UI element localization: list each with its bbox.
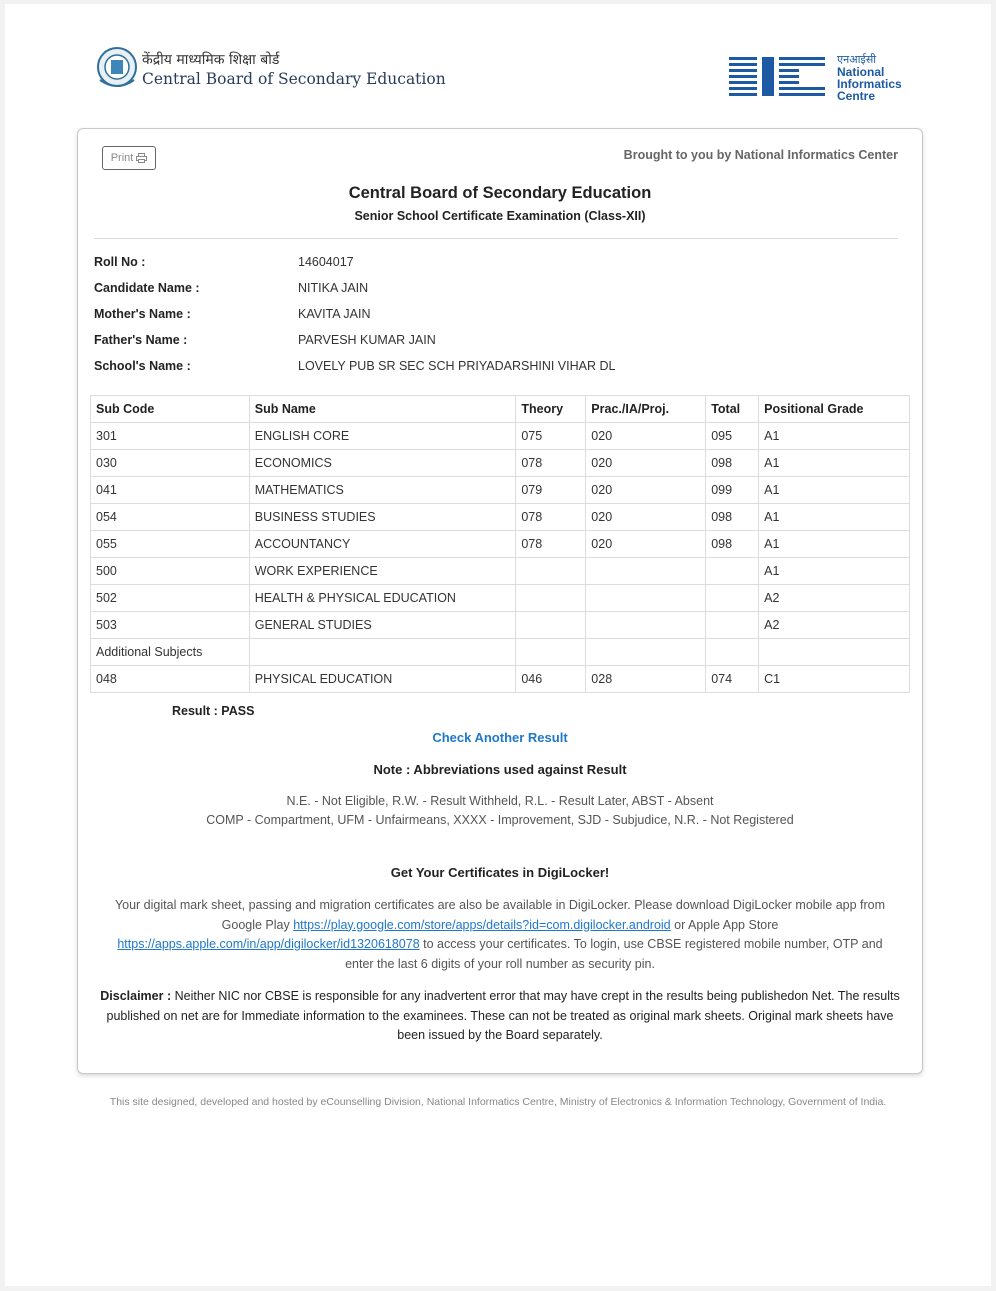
app-store-link[interactable]: https://apps.apple.com/in/app/digilocker/id1320618078	[117, 937, 420, 951]
cell-total	[706, 612, 759, 639]
cell-sub-name: BUSINESS STUDIES	[249, 504, 516, 531]
nic-line-1: National	[837, 65, 885, 79]
digilocker-text-2: or Apple App Store	[670, 917, 779, 932]
mother-label: Mother's Name :	[94, 307, 191, 321]
check-another-result-link[interactable]: Check Another Result	[432, 730, 568, 745]
cbse-hindi-name: केंद्रीय माध्यमिक शिक्षा बोर्ड	[142, 52, 280, 68]
marks-row	[91, 585, 910, 612]
disclaimer-text: Neither NIC nor CBSE is responsible for any inadvertent error that may have crept in the results being publishedon Net. The results published on net are for Immediate information to the examinees. These can not be treated as original mark sheets. Original mark sheets have been issued by the Board separately.	[106, 989, 900, 1042]
cell-sub-code: 301	[91, 423, 250, 450]
cbse-english-name: Central Board of Secondary Education	[142, 70, 446, 88]
cell-practical	[586, 585, 706, 612]
father-value: PARVESH KUMAR JAIN	[298, 333, 436, 347]
cell-practical: 028	[586, 666, 706, 693]
cell-theory: 078	[516, 531, 586, 558]
print-label: Print	[110, 152, 134, 164]
cell-total	[706, 558, 759, 585]
header-sub-name: Sub Name	[249, 396, 516, 423]
cell-sub-name: WORK EXPERIENCE	[249, 558, 516, 585]
cell-sub-name: ACCOUNTANCY	[249, 531, 516, 558]
exam-subtitle: Senior School Certificate Examination (Class-XII)	[354, 209, 646, 223]
student-info	[94, 255, 615, 385]
cell-grade: A1	[759, 477, 910, 504]
candidate-value: NITIKA JAIN	[298, 281, 369, 295]
note-line-2: COMP - Compartment, UFM - Unfairmeans, XXXX - Improvement, SJD - Subjudice, N.R. - Not Registered	[206, 813, 794, 827]
cell-sub-code: 503	[91, 612, 250, 639]
cell-grade: A2	[759, 585, 910, 612]
info-row-mother	[94, 307, 615, 333]
marks-row	[91, 504, 910, 531]
info-row-roll	[94, 255, 615, 281]
marks-row	[91, 477, 910, 504]
cell-practical	[586, 639, 706, 666]
brought-by-text: Brought to you by National Informatics Center	[623, 148, 898, 162]
cell-practical: 020	[586, 423, 706, 450]
marks-body	[91, 423, 910, 693]
candidate-label: Candidate Name :	[94, 281, 200, 295]
cell-total: 098	[706, 504, 759, 531]
cell-practical	[586, 612, 706, 639]
father-label: Father's Name :	[94, 333, 188, 347]
cell-grade: C1	[759, 666, 910, 693]
cell-grade: A1	[759, 558, 910, 585]
cell-sub-name: PHYSICAL EDUCATION	[249, 666, 516, 693]
cell-theory: 079	[516, 477, 586, 504]
digilocker-heading: Get Your Certificates in DigiLocker!	[390, 865, 610, 880]
cell-theory	[516, 585, 586, 612]
cell-grade: A1	[759, 423, 910, 450]
mother-value: KAVITA JAIN	[298, 307, 371, 321]
cell-total: 095	[706, 423, 759, 450]
roll-label: Roll No :	[94, 255, 146, 269]
cell-sub-code: 500	[91, 558, 250, 585]
cell-practical: 020	[586, 477, 706, 504]
digilocker-text-1: Your digital mark sheet, passing and migration certificates are also be available in DigiLocker. Please download DigiLocker mobile app from Google Play	[114, 898, 886, 932]
cell-sub-code: 041	[91, 477, 250, 504]
note-line-1: N.E. - Not Eligible, R.W. - Result Withheld, R.L. - Result Later, ABST - Absent	[286, 794, 714, 808]
cell-total	[706, 585, 759, 612]
info-row-father	[94, 333, 615, 359]
digilocker-text	[108, 896, 892, 974]
board-title: Central Board of Secondary Education	[348, 184, 652, 202]
marks-row	[91, 531, 910, 558]
marks-row	[91, 558, 910, 585]
site-footer: This site designed, developed and hosted by eCounselling Division, National Informatics Centre, Ministry of Electronics & Information Technology, Government of India.	[109, 1096, 887, 1108]
result-card	[77, 128, 923, 1074]
cell-total: 098	[706, 450, 759, 477]
google-play-link[interactable]: https://play.google.com/store/apps/details?id=com.digilocker.android	[293, 917, 671, 932]
roll-value: 14604017	[298, 255, 354, 269]
disclaimer	[96, 987, 904, 1046]
cell-sub-code: 054	[91, 504, 250, 531]
header-theory: Theory	[516, 396, 586, 423]
cell-grade: A1	[759, 504, 910, 531]
cell-practical: 020	[586, 531, 706, 558]
nic-hindi: एनआईसी	[837, 53, 877, 66]
cell-total	[706, 639, 759, 666]
result-status: Result : PASS	[172, 704, 255, 718]
cell-total: 074	[706, 666, 759, 693]
digilocker-text-3: to access your certificates. To login, use CBSE registered mobile number, OTP and enter the last 6 digits of your roll number as security pin.	[345, 937, 883, 971]
cell-practical	[586, 558, 706, 585]
cell-grade: A1	[759, 450, 910, 477]
cell-total: 098	[706, 531, 759, 558]
cell-practical: 020	[586, 450, 706, 477]
cell-sub-name	[249, 639, 516, 666]
cell-theory: 078	[516, 450, 586, 477]
nic-line-3: Centre	[837, 89, 876, 103]
cell-sub-name: HEALTH & PHYSICAL EDUCATION	[249, 585, 516, 612]
header-total: Total	[706, 396, 759, 423]
print-button[interactable]	[102, 146, 156, 170]
cell-theory	[516, 612, 586, 639]
cell-grade	[759, 639, 910, 666]
cell-theory: 078	[516, 504, 586, 531]
cell-sub-name: MATHEMATICS	[249, 477, 516, 504]
printer-icon	[136, 153, 147, 163]
nic-line-2: Informatics	[837, 77, 902, 91]
cell-sub-code: 502	[91, 585, 250, 612]
marks-row	[91, 666, 910, 693]
school-value: LOVELY PUB SR SEC SCH PRIYADARSHINI VIHAR DL	[298, 359, 616, 373]
marks-row	[91, 450, 910, 477]
cell-sub-code: 055	[91, 531, 250, 558]
cell-sub-code: 030	[91, 450, 250, 477]
cell-sub-code: Additional Subjects	[91, 639, 250, 666]
cell-theory	[516, 558, 586, 585]
header-practical: Prac./IA/Proj.	[586, 396, 706, 423]
info-row-candidate	[94, 281, 615, 307]
cbse-logo-icon	[96, 44, 138, 94]
marks-row	[91, 639, 910, 666]
school-label: School's Name :	[94, 359, 191, 373]
nic-wordmark	[837, 54, 902, 102]
cell-grade: A2	[759, 612, 910, 639]
cell-practical: 020	[586, 504, 706, 531]
marks-table	[90, 395, 910, 693]
cell-grade: A1	[759, 531, 910, 558]
cell-sub-code: 048	[91, 666, 250, 693]
marks-header-row	[91, 396, 910, 423]
divider	[94, 238, 898, 239]
header-sub-code: Sub Code	[91, 396, 250, 423]
disclaimer-label: Disclaimer :	[100, 989, 172, 1003]
cell-theory: 046	[516, 666, 586, 693]
cell-sub-name: ENGLISH CORE	[249, 423, 516, 450]
info-row-school	[94, 359, 615, 385]
nic-logo-icon	[729, 54, 831, 104]
cell-sub-name: GENERAL STUDIES	[249, 612, 516, 639]
marks-row	[91, 423, 910, 450]
cell-theory: 075	[516, 423, 586, 450]
cell-sub-name: ECONOMICS	[249, 450, 516, 477]
marks-row	[91, 612, 910, 639]
header-grade: Positional Grade	[759, 396, 910, 423]
cell-total: 099	[706, 477, 759, 504]
cell-theory	[516, 639, 586, 666]
note-heading: Note : Abbreviations used against Result	[373, 762, 627, 777]
